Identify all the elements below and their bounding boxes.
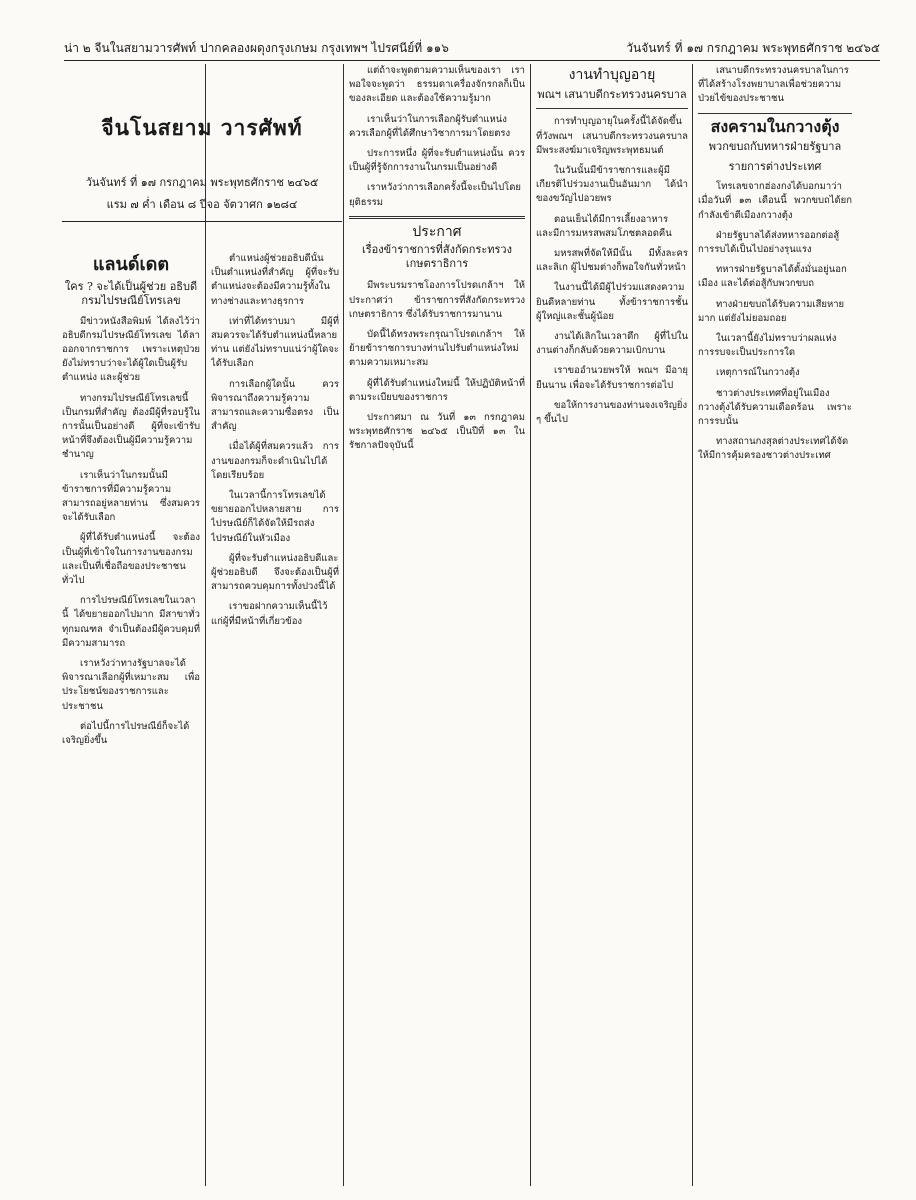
- paragraph: บัดนี้ได้ทรงพระกรุณาโปรดเกล้าฯ ให้ย้ายข้าราชการบางท่านไปรับตำแหน่งใหม่ ตามความเหมาะสม: [349, 329, 525, 369]
- paragraph: เท่าที่ได้ทราบมา มีผู้ที่สมควรจะได้รับตำแหน่งนี้หลายท่าน แต่ยังไม่ทราบแน่ว่าผู้ใดจะได้รับเลือก: [211, 315, 339, 370]
- column-rule: [205, 64, 206, 1186]
- paragraph: เมื่อได้ผู้ที่สมควรแล้ว การงานของกรมก็จะดำเนินไปได้โดยเรียบร้อย: [211, 441, 339, 481]
- column-4: [536, 64, 688, 1186]
- paragraph: ตอนเย็นได้มีการเลี้ยงอาหาร และมีการมหรสพสมโภชตลอดคืน: [536, 213, 672, 239]
- paragraph: ผู้ที่ได้รับตำแหน่งนี้ จะต้องเป็นผู้ที่เข้าใจในการงานของกรม และเป็นที่เชื่อถือของประชาชนทั่วไป: [62, 532, 200, 587]
- paragraph: ผู้ที่ได้รับตำแหน่งใหม่นี้ ให้ปฏิบัติหน้าที่ตามระเบียบของราชการ: [349, 377, 525, 403]
- running-head: [64, 34, 880, 61]
- paragraph: โทรเลขจากฮ่องกงได้บอกมาว่า เมื่อวันที่ ๑๓ เดือนนี้ พวกขบถได้ยกกำลังเข้าตีเมืองกวางตุ้ง: [698, 181, 852, 221]
- notice-title: ประกาศ: [412, 223, 462, 240]
- column-4-subhead: พณฯ เสนาบดีกระทรวงนครบาล: [537, 88, 687, 102]
- paragraph: การทำบุญอายุในครั้งนี้ได้จัดขึ้นที่วังพณฯ เสนาบดีกระทรวงนครบาล มีพระสงฆ์มาเจริญพระพุทธมนต์: [536, 116, 688, 156]
- paragraph: เราหวังว่าทางรัฐบาลจะได้พิจารณาเลือกผู้ที่เหมาะสม เพื่อประโยชน์ของราชการและประชาชน: [62, 658, 200, 712]
- date-line: วันจันทร์ ที่ ๑๗ กรกฎาคม พระพุทธศักราช ๒๔๖๕: [85, 176, 319, 189]
- paragraph: ฝ่ายรัฐบาลได้ส่งทหารออกต่อสู้ การรบได้เป็นไปอย่างรุนแรง: [698, 229, 840, 256]
- paragraph: มีข่าวหนังสือพิมพ์ ได้ลงไว้ว่า อธิบดีกรมไปรษณีย์โทรเลข ได้ลาออกจากราชการ เพราะเหตุป่วย ยังไม่ทราบว่าจะได้ผู้ใดเป็นผู้รับตำแหน่ง และผู้ช่วย: [62, 315, 200, 384]
- paragraph: เราเห็นว่าในการเลือกผู้รับตำแหน่ง ควรเลือกผู้ที่ได้ศึกษาวิชาการมาโดยตรง: [349, 113, 511, 139]
- column-rule: [530, 64, 531, 1186]
- newspaper-title: จีนโนสยาม วารศัพท์: [101, 115, 303, 140]
- column-5-rule: [698, 113, 852, 114]
- running-head-right: วันจันทร์ ที่ ๑๗ กรกฎาคม พระพุทธศักราช ๒๔๖๕: [626, 41, 880, 55]
- box-rule: [349, 216, 525, 219]
- column-1: [62, 252, 200, 1186]
- lunar-date-line: แรม ๗ ค่ำ เดือน ๘ ปีจอ จัตวาศก ๑๒๘๔: [106, 198, 298, 211]
- column-1-subhead: ใคร ? จะได้เป็นผู้ช่วย อธิบดีกรมไปรษณีย์โทรเลข: [64, 280, 198, 308]
- column-2: [211, 252, 339, 1186]
- paragraph: เราขออำนวยพรให้ พณฯ มีอายุยืนนาน เพื่อจะได้รับราชการต่อไป: [536, 365, 688, 391]
- column-2-body: [211, 252, 339, 629]
- masthead: [62, 112, 342, 222]
- paragraph: มีพระบรมราชโองการโปรดเกล้าฯ ให้ประกาศว่า ข้าราชการที่สังกัดกระทรวงเกษตราธิการ ซึ่งได้รับราชการมานาน: [349, 280, 525, 320]
- running-head-left: น่า ๒ จีนในสยามวารศัพท์ ปากคลองผดุงกรุงเกษม กรุงเทพฯ ไปรศนีย์ที่ ๑๑๖: [64, 41, 449, 55]
- column-5-body: [698, 180, 852, 463]
- paragraph: ต่อไปนี้การไปรษณีย์ก็จะได้เจริญยิ่งขึ้น: [62, 720, 190, 747]
- paragraph: การเลือกผู้ใดนั้น ควรพิจารณาถึงความรู้ความสามารถและความซื่อตรง เป็นสำคัญ: [211, 378, 339, 433]
- paragraph: การไปรษณีย์โทรเลขในเวลานี้ ได้ขยายออกไปมาก มีสาขาทั่วทุกมณฑล จำเป็นต้องมีผู้ควบคุมที่มีความสามารถ: [62, 595, 200, 649]
- paragraph: ในงานนี้ได้มีผู้ไปร่วมแสดงความยินดีหลายท่าน ทั้งข้าราชการชั้นผู้ใหญ่และชั้นผู้น้อย: [536, 282, 688, 322]
- column-1-body: [62, 315, 200, 749]
- column-rule: [343, 64, 344, 1186]
- paragraph: ทางฝ่ายขบถได้รับความเสียหายมาก แต่ยังไม่ยอมถอย: [698, 298, 845, 324]
- paragraph: ทางสถานกงสุลต่างประเทศได้จัดให้มีการคุ้มครองชาวต่างประเทศ: [698, 436, 849, 462]
- paragraph: ตำแหน่งผู้ช่วยอธิบดีนั้น เป็นตำแหน่งที่สำคัญ ผู้ที่จะรับตำแหน่งจะต้องมีความรู้ทั้งในทางช่างและทางธุรการ: [211, 253, 339, 307]
- paragraph: เราเห็นว่าในกรมนั้นมีข้าราชการที่มีความรู้ความสามารถอยู่หลายท่าน ซึ่งสมควรจะได้รับเลือก: [62, 469, 200, 524]
- paragraph: ในเวลานี้การโทรเลขได้ขยายออกไปหลายสาย การไปรษณีย์ก็ได้จัดให้มีรถส่งไปรษณีย์ในหัวเมือง: [211, 490, 339, 544]
- column-4-heading: งานทำบุญอายุ: [568, 67, 656, 83]
- column-1-heading: แลนด์เดต: [92, 254, 170, 275]
- paragraph: ทางกรมไปรษณีย์โทรเลขนี้ เป็นกรมที่สำคัญ ต้องมีผู้ที่รอบรู้ในการนั้นเป็นอย่างดี ผู้ที่จะเข้ารับหน้าที่จึงต้องเป็นผู้มีความรู้ความชำนาญ: [62, 392, 200, 461]
- paragraph: ในวันนั้นมีข้าราชการและผู้มีเกียรติไปร่วมงานเป็นอันมาก ได้นำของขวัญไปอวยพร: [536, 165, 688, 205]
- column-5-subhead-2: รายการต่างประเทศ: [728, 160, 822, 174]
- column-3: [349, 64, 525, 1186]
- column-4-rule: [536, 108, 688, 109]
- paragraph: ประการหนึ่ง ผู้ที่จะรับตำแหน่งนั้น ควรเป็นผู้ที่รู้จักการงานในกรมเป็นอย่างดี: [349, 148, 525, 174]
- paragraph: ในเวลานี้ยังไม่ทราบว่าผลแห่งการรบจะเป็นประการใด: [698, 333, 837, 359]
- paragraph: ประกาศมา ณ วันที่ ๑๓ กรกฎาคม พระพุทธศักราช ๒๔๖๕ เป็นปีที่ ๑๓ ในรัชกาลปัจจุบันนี้: [349, 412, 525, 452]
- notice-subtitle: เรื่องข้าราชการที่สังกัดกระทรวงเกษตราธิการ: [362, 243, 512, 271]
- paragraph: มหรสพที่จัดให้มีนั้น มีทั้งละครและลิเก ผู้ไปชมต่างก็พอใจกันทั่วหน้า: [536, 248, 688, 274]
- column-4-body: [536, 115, 688, 427]
- paragraph: เราหวังว่าการเลือกครั้งนี้จะเป็นไปโดยยุติธรรม: [349, 182, 521, 208]
- column-rule: [692, 64, 693, 1186]
- paragraph: งานได้เลิกในเวลาดึก ผู้ที่ไปในงานต่างก็กลับด้วยความเบิกบาน: [536, 331, 688, 357]
- paragraph: เหตุการณ์ในกวางตุ้ง: [716, 367, 800, 379]
- paragraph: ทหารฝ่ายรัฐบาลได้ตั้งมั่นอยู่นอกเมือง และได้ต่อสู้กับพวกขบถ: [698, 264, 847, 290]
- column-5-intro: เสนาบดีกระทรวงนครบาลในการที่ได้สร้างโรงพยาบาลเพื่อช่วยความป่วยไข้ของประชาชน: [698, 65, 849, 105]
- notice-body: [349, 279, 525, 453]
- column-5-heading: สงครามในกวางตุ้ง: [710, 116, 840, 136]
- paragraph: ขอให้การงานของท่านจงเจริญยิ่ง ๆ ขึ้นไป: [536, 399, 688, 426]
- paragraph: ชาวต่างประเทศที่อยู่ในเมืองกวางตุ้งได้รับความเดือดร้อน เพราะการรบนั้น: [698, 387, 852, 428]
- column-3-body: [349, 64, 525, 210]
- column-5-subhead: พวกขบถกับทหารฝ่ายรัฐบาล: [708, 139, 842, 153]
- paragraph: แต่ถ้าจะพูดตามความเห็นของเรา เราพอใจจะพูดว่า ธรรมดาเครื่องจักรกลก็เป็นของละเอียด และต้องใช้ความรู้มาก: [349, 65, 525, 105]
- paragraph: เราขอฝากความเห็นนี้ไว้แก่ผู้ที่มีหน้าที่เกี่ยวข้อง: [211, 601, 328, 627]
- paragraph: ผู้ที่จะรับตำแหน่งอธิบดีและผู้ช่วยอธิบดี จึงจะต้องเป็นผู้ที่สามารถควบคุมการทั้งปวงนี้ได้: [211, 552, 339, 593]
- column-5: [698, 64, 852, 1186]
- masthead-rule: [62, 221, 342, 222]
